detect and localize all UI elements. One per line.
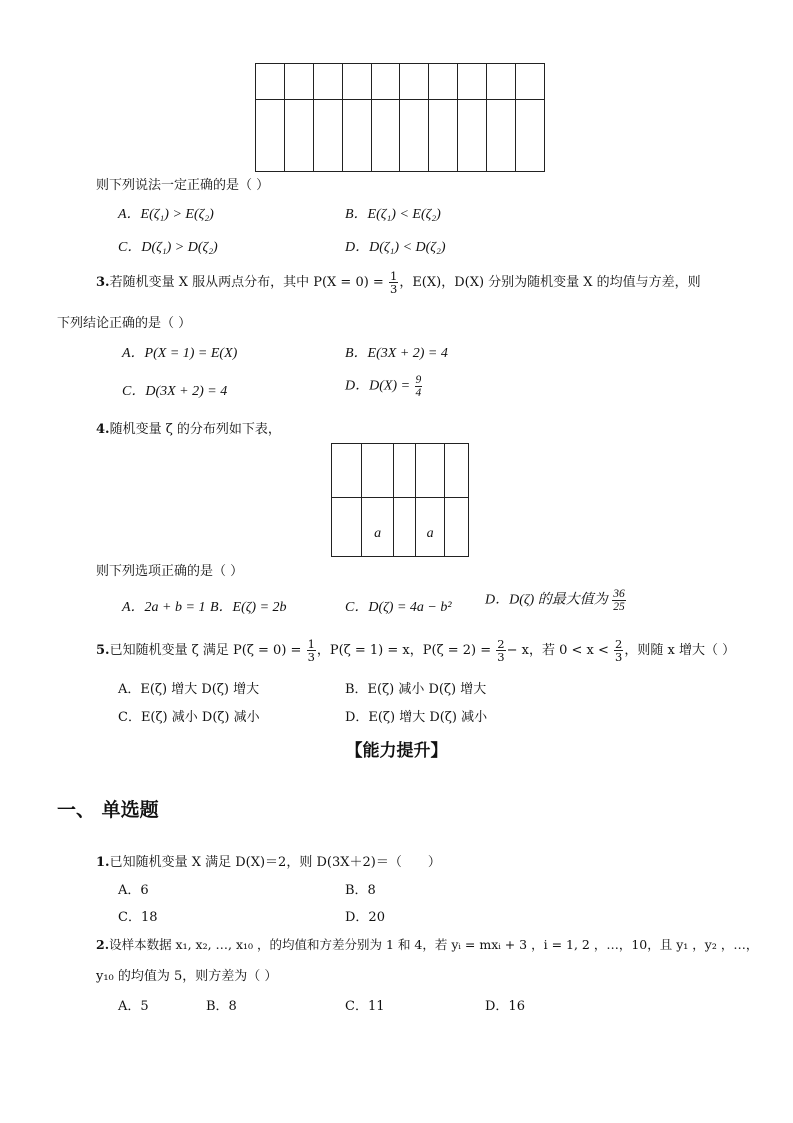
q3-option-b[interactable]: B．E(3X + 2) = 4 — [345, 346, 448, 361]
q5-text-1: 已知随机变量 ζ 满足 P(ζ = 0) = — [109, 643, 302, 658]
q4-prompt — [96, 418, 281, 437]
s1-option-a[interactable]: A．6 — [118, 883, 149, 898]
s2-line2: y₁₀ 的均值为 5，则方差为（ ） — [96, 969, 278, 984]
s2-option-b[interactable]: B．8 — [206, 999, 237, 1014]
q3-option-d-text: D．D(X) = — [345, 378, 411, 394]
q3-text-a: 若随机变量 X 服从两点分布，其中 P(X = 0) = — [109, 275, 384, 290]
s1-option-d[interactable]: D．20 — [345, 910, 385, 925]
q5-f1-numerator: 1 — [307, 637, 315, 651]
section-title: 【能力提升】 — [345, 741, 448, 761]
s2-option-d[interactable]: D．16 — [485, 999, 525, 1014]
q3-d-denominator: 4 — [415, 387, 422, 399]
s1-option-c[interactable]: C．18 — [118, 910, 158, 925]
q5-option-a[interactable]: A．E(ζ) 增大 D(ζ) 增大 — [118, 682, 260, 697]
q3-text-b: ，E(X)，D(X) 分别为随机变量 X 的均值与方差，则 — [399, 275, 701, 290]
table2-cell-a1: a — [362, 498, 394, 557]
distribution-table-2 — [331, 443, 469, 557]
s2-number: 2. — [96, 937, 110, 952]
s2-option-a[interactable]: A．5 — [118, 999, 149, 1014]
q5-f3-denominator: 3 — [615, 650, 623, 664]
q3-fraction — [389, 270, 398, 295]
q5-f2-denominator: 3 — [497, 650, 505, 664]
q3-option-d-fraction — [415, 374, 423, 399]
q5-line — [96, 638, 735, 663]
q3-frac-numerator: 1 — [389, 269, 398, 283]
s1-number: 1. — [96, 855, 110, 870]
table2-cell-a2: a — [416, 498, 444, 557]
s1-option-b[interactable]: B．8 — [345, 883, 376, 898]
q4-prompt2: 则下列选项正确的是（ ） — [96, 564, 244, 579]
q2-option-d[interactable]: D．D(ζ₁) < D(ζ₂) — [345, 240, 446, 255]
q2-prompt: 则下列说法一定正确的是（ ） — [96, 178, 270, 193]
q3-number: 3. — [96, 275, 110, 290]
q5-text-3: − x，若 0 < x < — [506, 643, 609, 658]
q5-text-4: ，则随 x 增大（ ） — [624, 643, 736, 658]
q4-d-denominator: 25 — [613, 601, 625, 613]
q3-option-a[interactable]: A．P(X = 1) = E(X) — [122, 346, 238, 361]
q5-fraction-3 — [614, 638, 623, 663]
q2-option-c[interactable]: C．D(ζ₁) > D(ζ₂) — [118, 240, 218, 255]
distribution-table-1 — [255, 63, 545, 172]
s1-text: 已知随机变量 X 满足 D(X)＝2，则 D(3X＋2)＝（ ） — [109, 855, 441, 870]
q5-fraction-2 — [496, 638, 505, 663]
q5-option-c[interactable]: C．E(ζ) 减小 D(ζ) 减小 — [118, 710, 260, 725]
q3-line2: 下列结论正确的是（ ） — [57, 316, 192, 331]
q5-number: 5. — [96, 643, 110, 658]
q5-f1-denominator: 3 — [307, 650, 315, 664]
q5-fraction-1 — [307, 638, 316, 663]
q3-frac-denominator: 3 — [389, 282, 398, 296]
q4-d-numerator: 36 — [613, 588, 625, 600]
q5-option-d[interactable]: D．E(ζ) 增大 D(ζ) 减小 — [345, 710, 488, 725]
q4-option-d-fraction — [612, 588, 626, 613]
q3-option-d[interactable] — [345, 374, 423, 399]
s2-text-1: 设样本数据 x₁, x₂, …, x₁₀ ，的均值和方差分别为 1 和 4，若 yᵢ = mxᵢ + 3 ，i = 1, 2 ，…，10，且 y₁ ，y₂ ，…， — [109, 937, 759, 952]
q4-option-d-text: D．D(ζ) 的最大值为 — [485, 592, 608, 608]
q4-text: 随机变量 ζ 的分布列如下表， — [109, 422, 281, 437]
q5-option-b[interactable]: B．E(ζ) 减小 D(ζ) 增大 — [345, 682, 487, 697]
q5-f2-numerator: 2 — [497, 637, 505, 651]
q5-text-2: ，P(ζ = 1) = x，P(ζ = 2) = — [316, 643, 492, 658]
part-title: 一、 单选题 — [57, 799, 159, 821]
q4-option-b[interactable]: B．E(ζ) = 2b — [210, 600, 287, 615]
q5-f3-numerator: 2 — [615, 637, 623, 651]
q4-number: 4. — [96, 422, 110, 437]
s2-line1 — [96, 935, 758, 953]
s2-option-c[interactable]: C．11 — [345, 999, 385, 1014]
q2-option-a[interactable]: A．E(ζ₁) > E(ζ₂) — [118, 207, 214, 222]
s1-prompt — [96, 851, 441, 870]
q4-option-c[interactable]: C．D(ζ) = 4a − b² — [345, 600, 452, 615]
q3-d-numerator: 9 — [415, 374, 422, 386]
q3-line1 — [96, 270, 701, 295]
q2-option-b[interactable]: B．E(ζ₁) < E(ζ₂) — [345, 207, 441, 222]
q3-option-c[interactable]: C．D(3X + 2) = 4 — [122, 384, 228, 399]
q4-option-a[interactable]: A．2a + b = 1 — [122, 600, 206, 615]
q4-option-d[interactable] — [485, 588, 627, 613]
